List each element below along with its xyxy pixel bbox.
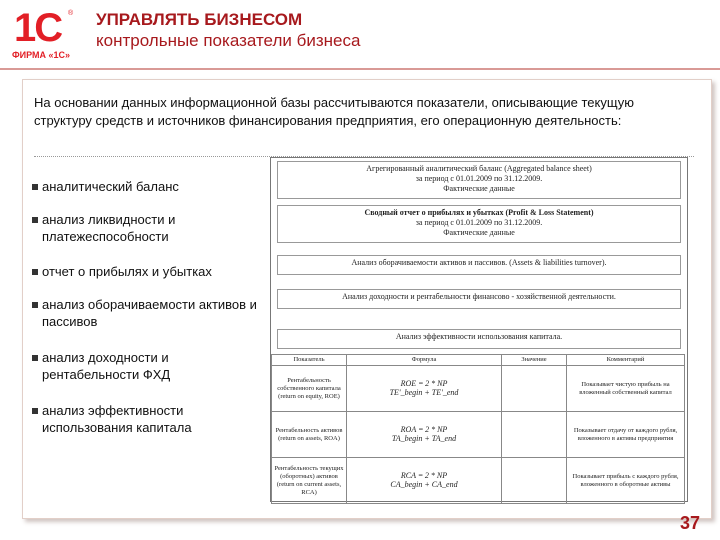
report-capital-efficiency: Анализ эффективности использования капитала. xyxy=(277,329,681,349)
bullet-square-icon xyxy=(32,184,38,190)
formula-cell: RCA = 2 * NP CA_begin + CA_end xyxy=(347,458,502,504)
report-turnover: Анализ оборачиваемости активов и пассивов. (Assets & liabilities turnover). xyxy=(277,255,681,275)
report-profitability: Анализ доходности и рентабельности финансово - хозяйственной деятельности. xyxy=(277,289,681,309)
bullet-square-icon xyxy=(32,408,38,414)
bullet-square-icon xyxy=(32,355,38,361)
header-divider xyxy=(0,68,720,70)
logo-mark: 1С xyxy=(14,6,62,50)
report-profit-loss: Сводный отчет о прибылях и убытках (Profit & Loss Statement) за период с 01.01.2009 по 31.12.2009. Фактические данные xyxy=(277,205,681,243)
list-item: анализ ликвидности и платежеспособности xyxy=(32,211,262,245)
logo-registered-mark: ® xyxy=(68,10,74,17)
table-row: Рентабельность активов (return on assets, ROA) ROA = 2 * NP TA_begin + TA_end Показывает отдачу от каждого рубля, вложенного в активы предприятия xyxy=(272,412,685,458)
intro-paragraph: На основании данных информационной базы рассчитываются показатели, описывающие текущую структуру средств и источников финансирования предприятия, его операционную деятельность: xyxy=(34,95,634,128)
table-row: Рентабельность собственного капитала (return on equity, ROE) ROE = 2 * NP TE'_begin + TE'_end Показывает чистую прибыль на вложенный собственный капитал xyxy=(272,366,685,412)
page-subtitle: контрольные показатели бизнеса xyxy=(96,31,361,50)
table-row: Рентабельность текущих (оборотных) активов (return on current assets, RCA) RCA = 2 * NP CA_begin + CA_end Показывает прибыль с каждого рубля, вложенного в оборотные активы xyxy=(272,458,685,504)
bullet-square-icon xyxy=(32,269,38,275)
report-thumbnails xyxy=(270,157,688,502)
report-aggregated-balance: Агрегированный аналитический баланс (Aggregated balance sheet) за период с 01.01.2009 по 31.12.2009. Фактические данные xyxy=(277,161,681,199)
bullet-square-icon xyxy=(32,302,38,308)
list-item: отчет о прибылях и убытках xyxy=(32,263,262,280)
formula-cell: ROA = 2 * NP TA_begin + TA_end xyxy=(347,412,502,458)
logo-firm-name: ФИРМА «1С» xyxy=(12,50,71,60)
bullet-square-icon xyxy=(32,217,38,223)
company-logo xyxy=(8,6,84,64)
formula-cell: ROE = 2 * NP TE'_begin + TE'_end xyxy=(347,366,502,412)
page-number: 37 xyxy=(679,513,700,533)
kpi-table xyxy=(271,354,685,504)
page-title: УПРАВЛЯТЬ БИЗНЕСОМ xyxy=(96,10,303,29)
list-item: аналитический баланс xyxy=(32,178,262,195)
table-header-row: Показатель Формула Значение Комментарий xyxy=(272,355,685,366)
list-item: анализ эффективности использования капитала xyxy=(32,402,262,436)
list-item: анализ оборачиваемости активов и пассивов xyxy=(32,296,262,330)
list-item: анализ доходности и рентабельности ФХД xyxy=(32,349,262,383)
